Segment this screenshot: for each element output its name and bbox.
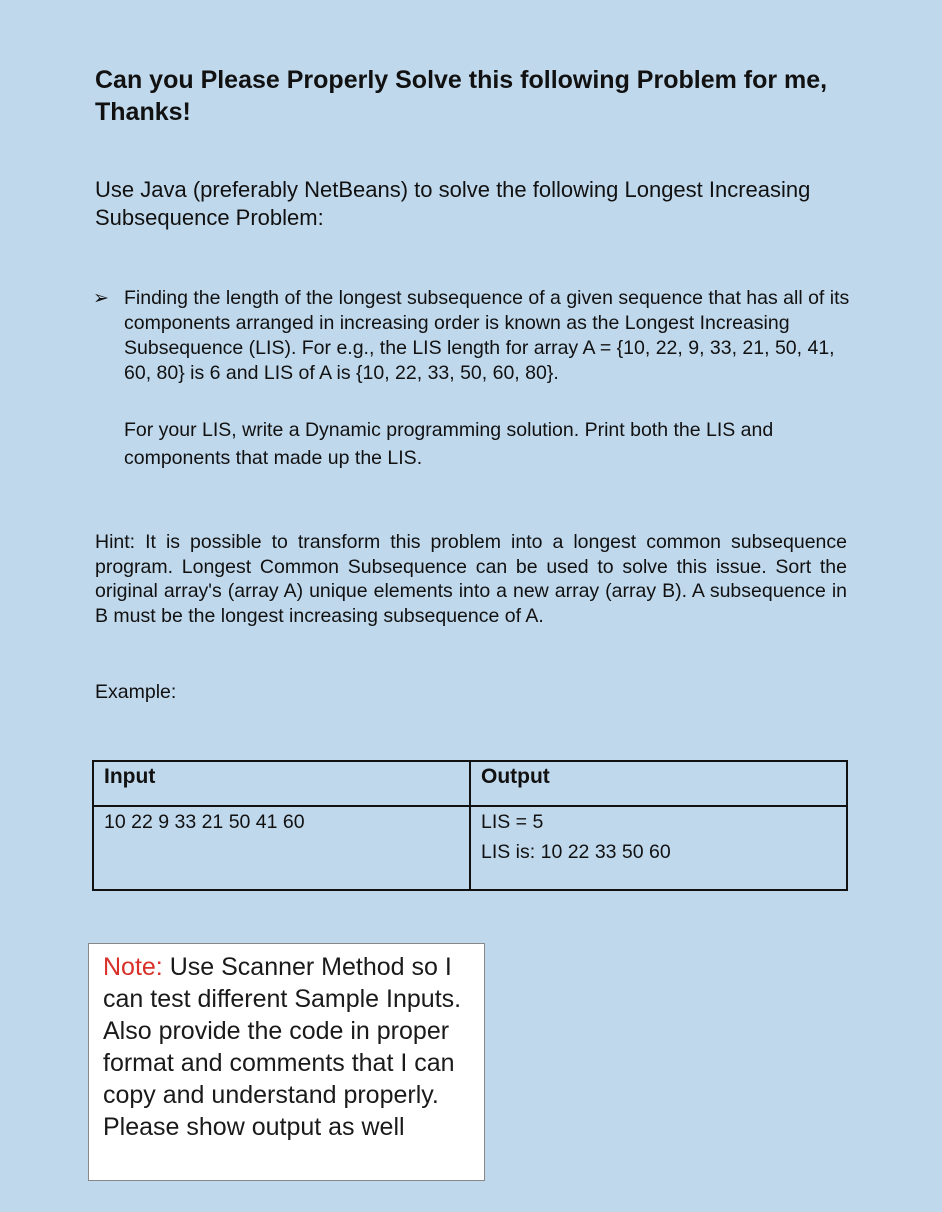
note-text: Use Scanner Method so I can test different Sample Inputs. Also provide the code in proper format and comments that I can copy and understand properly. Please show output as well [103,953,462,1141]
arrow-bullet-icon: ➢ [93,288,109,309]
lis-definition-text: Finding the length of the longest subsequence of a given sequence that has all of its components arranged in increasing order is known as the Longest Increasing Subsequence (LIS). For e.g., the LIS length for array A = {10, 22, 9, 33, 21, 50, 41, 60, 80} is 6 and LIS of A is {10, 22, 33, 50, 60, 80}. [124,287,850,384]
input-header: Input [94,762,471,807]
example-table [92,760,848,891]
note-label: Note: [103,953,163,981]
output-cell [471,807,846,889]
input-value: 10 22 9 33 21 50 41 60 [104,811,305,833]
question-title: Can you Please Properly Solve this following Problem for me, Thanks! [95,66,828,126]
output-line-length: LIS = 5 [481,811,544,833]
output-line-sequence: LIS is: 10 22 33 50 60 [481,841,671,863]
note-box [88,943,485,1181]
intro-text: Use Java (preferably NetBeans) to solve the following Longest Increasing Subsequence Problem: [95,177,811,230]
output-header: Output [471,762,846,807]
hint-text: Hint: It is possible to transform this problem into a longest common subsequence program. Longest Common Subsequence can be used to solve this issue. Sort the original array's (array A) unique elements into a new array (array B). A subsequence in B must be the longest increasing subsequence of A. [95,531,847,627]
input-cell [94,807,471,889]
example-label: Example: [95,681,177,703]
dp-instruction-text: For your LIS, write a Dynamic programming solution. Print both the LIS and components that made up the LIS. [124,419,774,469]
